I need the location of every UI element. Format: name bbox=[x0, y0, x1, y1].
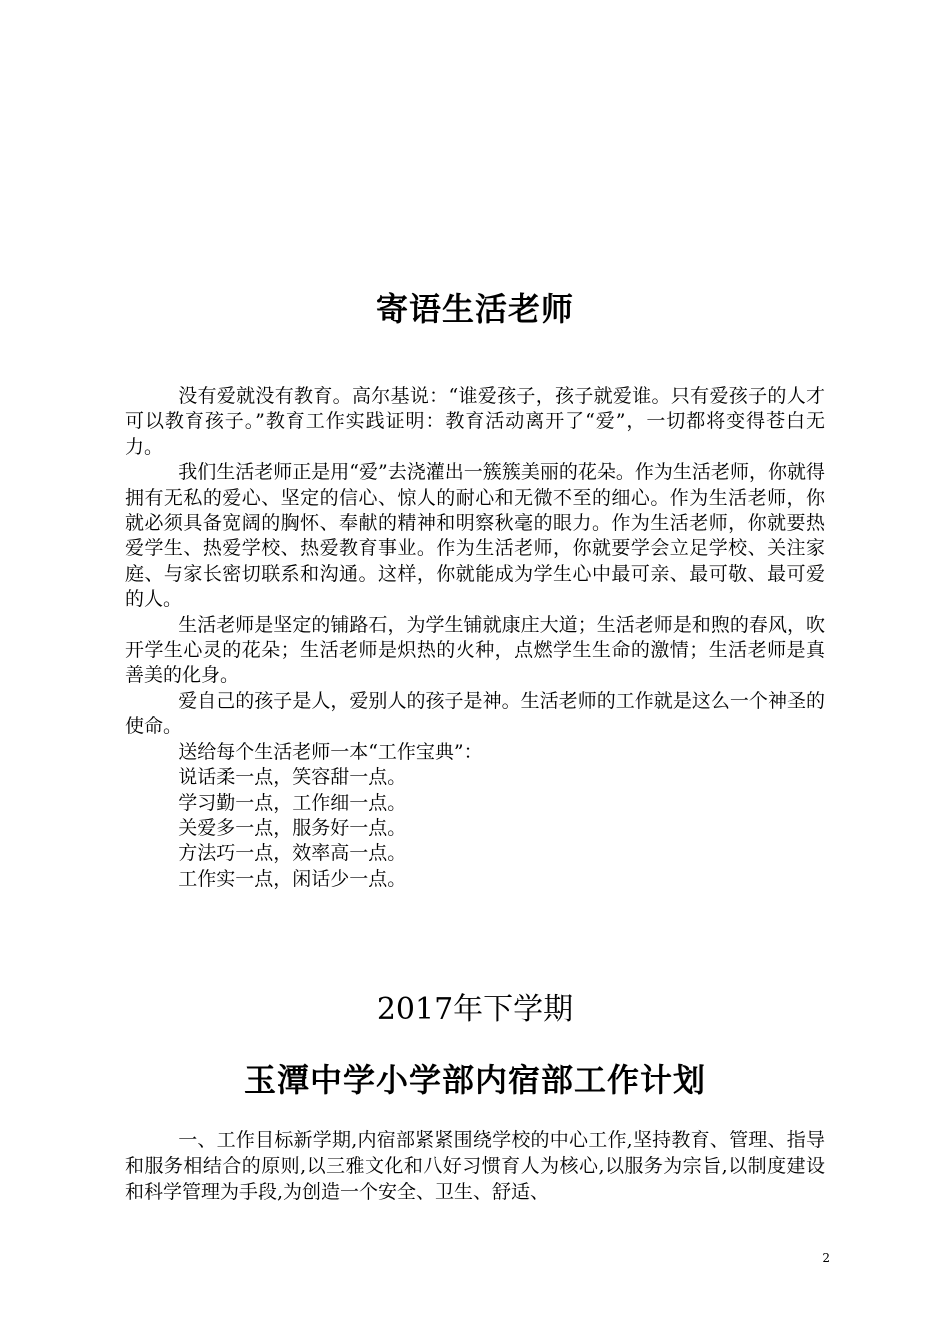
motto-line: 说话柔一点，笑容甜一点。 bbox=[178, 766, 407, 789]
paragraph: 爱自己的孩子是人，爱别人的孩子是神。生活老师的工作就是这么一个神圣的使命。 bbox=[125, 689, 825, 738]
motto-line: 工作实一点，闲话少一点。 bbox=[178, 867, 407, 890]
motto-line: 方法巧一点，效率高一点。 bbox=[178, 842, 407, 865]
paragraph: 我们生活老师正是用“爱”去浇灌出一簇簇美丽的花朵。作为生活老师，你就得拥有无私的爱心、坚定的信心、惊人的耐心和无微不至的细心。作为生活老师，你就必须具备宽阔的胸怀、奉献的精神和明察秋毫的眼力。作为生活老师，你就要热爱学生、热爱学校、热爱教育事业。作为生活老师，你就要学会立足学校、关注家庭、与家长密切联系和沟通。这样，你就能成为学生心中最可亲、最可敬、最可爱的人。 bbox=[125, 461, 825, 611]
paragraph: 生活老师是坚定的铺路石，为学生铺就康庄大道；生活老师是和煦的春风，吹开学生心灵的花朵；生活老师是炽热的火种，点燃学生生命的激情；生活老师是真善美的化身。 bbox=[125, 613, 825, 687]
plan-year-heading: 2017年下学期 bbox=[376, 992, 574, 1027]
motto-line: 学习勤一点，工作细一点。 bbox=[178, 791, 407, 814]
motto-line: 关爱多一点，服务好一点。 bbox=[178, 816, 407, 839]
paragraph: 一、工作目标新学期,内宿部紧紧围绕学校的中心工作,坚持教育、管理、指导和服务相结合的原则,以三雅文化和八好习惯育人为核心,以服务为宗旨,以制度建设和科学管理为手段,为创造一个安全、卫生、舒适、 bbox=[125, 1129, 825, 1203]
section-title: 寄语生活老师 bbox=[375, 290, 574, 328]
section-body bbox=[125, 384, 825, 892]
plan-title: 玉潭中学小学部内宿部工作计划 bbox=[243, 1061, 706, 1099]
plan-body bbox=[125, 1127, 825, 1205]
paragraph: 送给每个生活老师一本“工作宝典”： bbox=[178, 740, 483, 763]
paragraph: 没有爱就没有教育。高尔基说：“谁爱孩子，孩子就爱谁。只有爱孩子的人才可以教育孩子。”教育工作实践证明：教育活动离开了“爱”，一切都将变得苍白无力。 bbox=[125, 385, 825, 458]
page-number: 2 bbox=[822, 1251, 830, 1265]
